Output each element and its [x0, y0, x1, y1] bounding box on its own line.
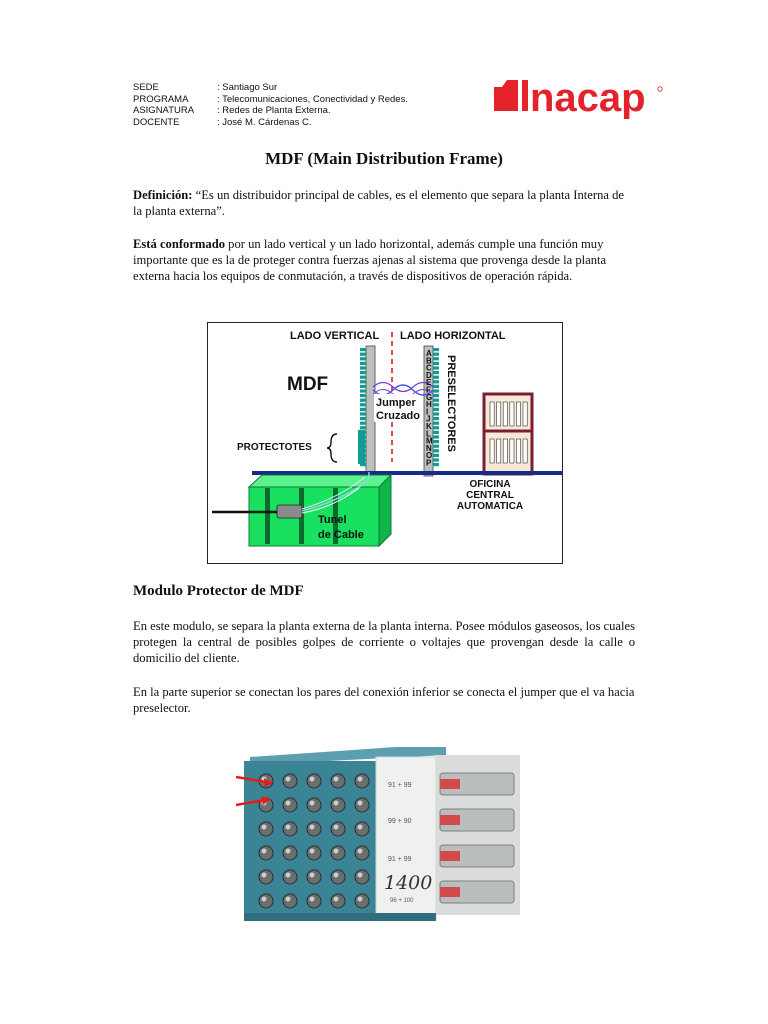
- tube-band: [440, 815, 460, 825]
- header-info: [133, 82, 408, 128]
- terminal-block: [433, 422, 439, 425]
- terminal-block: [433, 454, 439, 457]
- definition-paragraph: [133, 187, 635, 219]
- connector-highlight: [358, 777, 363, 782]
- connector: [355, 894, 369, 908]
- terminal-block: [433, 394, 439, 397]
- terminal-block: [360, 389, 366, 392]
- letter-glyph: G: [426, 392, 433, 402]
- logo-text: nacap: [530, 76, 646, 119]
- terminal-block: [433, 348, 439, 351]
- card-number: 1400: [384, 872, 433, 894]
- terminal-block: [433, 426, 439, 429]
- terminal-block: [360, 380, 366, 383]
- connector: [355, 798, 369, 812]
- connector-highlight: [310, 777, 315, 782]
- connector-highlight: [310, 849, 315, 854]
- terminal-block: [433, 408, 439, 411]
- terminal-block: [360, 348, 366, 351]
- definition-label: Definición:: [133, 188, 193, 202]
- tunnel-side: [379, 475, 391, 546]
- header-key: DOCENTE: [133, 116, 180, 128]
- terminal-block: [360, 422, 366, 425]
- header-value: : José M. Cárdenas C.: [217, 116, 312, 128]
- rack-card: [490, 439, 494, 463]
- terminal-block: [433, 435, 439, 438]
- rack-card: [497, 439, 501, 463]
- letter-glyph: F: [426, 385, 431, 395]
- rack-card: [523, 439, 527, 463]
- central-office-rack: [484, 394, 532, 474]
- connector: [307, 894, 321, 908]
- connector: [331, 774, 345, 788]
- connector-highlight: [358, 825, 363, 830]
- connector: [307, 870, 321, 884]
- connector-highlight: [358, 849, 363, 854]
- connector: [331, 822, 345, 836]
- header-row: [133, 105, 408, 117]
- connector-highlight: [310, 897, 315, 902]
- oficina-label: CENTRAL: [466, 490, 514, 501]
- jumper-label: Jumper: [376, 397, 416, 409]
- connector-highlight: [286, 777, 291, 782]
- terminal-block: [433, 380, 439, 383]
- connector-highlight: [334, 801, 339, 806]
- header-row: [133, 117, 408, 129]
- terminal-block: [433, 353, 439, 356]
- tunel-label: Tunel: [318, 514, 347, 526]
- tube-band: [440, 779, 460, 789]
- connector: [307, 846, 321, 860]
- vertical-side-bar: [366, 346, 375, 476]
- connector: [355, 870, 369, 884]
- connector-highlight: [262, 849, 267, 854]
- card-label: 96 + 100: [390, 898, 414, 904]
- rack-card: [490, 402, 494, 426]
- header-value: : Santiago Sur: [217, 82, 278, 93]
- connector: [331, 846, 345, 860]
- conformado-text: por un lado vertical y un lado horizontal, además cumple una función muy importante que es la de proteger contra fuerzas ajenas al sistema que provenga desde la planta externa hacia los equipos de conmutación, a través de dispositivos de operación rápida.: [133, 237, 607, 284]
- terminal-block: [433, 440, 439, 443]
- terminal-block: [360, 417, 366, 420]
- terminal-block: [433, 458, 439, 461]
- terminal-block: [433, 357, 439, 360]
- connector: [283, 894, 297, 908]
- definition-text: “Es un distribuidor principal de cables, es el elemento que separa la planta Interna de la planta externa”.: [133, 188, 624, 219]
- conexion-paragraph: En la parte superior se conectan los pares del conexión inferior se conecta el jumper que el va hacia preselector.: [133, 685, 635, 716]
- rack-card: [510, 439, 514, 463]
- terminal-block: [433, 449, 439, 452]
- tube-band: [440, 887, 460, 897]
- connector: [355, 846, 369, 860]
- letter-glyph: O: [426, 451, 433, 461]
- protector-module-photo: [236, 745, 522, 923]
- conformado-label: Está conformado: [133, 237, 225, 251]
- connector-highlight: [262, 825, 267, 830]
- letter-glyph: C: [426, 363, 432, 373]
- connector: [259, 822, 273, 836]
- connector-highlight: [310, 873, 315, 878]
- module-base: [244, 913, 436, 921]
- page-title: MDF (Main Distribution Frame): [265, 149, 503, 168]
- terminal-block: [433, 389, 439, 392]
- connector-highlight: [310, 825, 315, 830]
- letter-glyph: N: [426, 443, 432, 453]
- terminal-block: [433, 366, 439, 369]
- letter-glyph: J: [426, 414, 431, 424]
- header-row: [133, 94, 408, 106]
- connector-highlight: [286, 897, 291, 902]
- terminal-block: [433, 385, 439, 388]
- modulo-paragraph: En este modulo, se separa la planta externa de la planta interna. Posee módulos gaseosos, los cuales protegen la central de posibles golpes de corriente o voltajes que provengan desde la calle o domicilio del cliente.: [133, 619, 635, 666]
- letter-glyph: D: [426, 370, 432, 380]
- letter-glyph: H: [426, 400, 432, 410]
- letter-glyph: P: [426, 458, 432, 468]
- letter-glyph: M: [426, 436, 433, 446]
- rack-card: [497, 402, 501, 426]
- lado-horizontal-label: LADO HORIZONTAL: [400, 330, 506, 342]
- connector: [331, 798, 345, 812]
- terminal-block: [433, 371, 439, 374]
- connector: [259, 894, 273, 908]
- terminal-block: [433, 403, 439, 406]
- logo-bar: [522, 80, 528, 111]
- terminal-block: [360, 426, 366, 429]
- terminal-block: [433, 431, 439, 434]
- oficina-label: OFICINA: [469, 479, 511, 490]
- terminal-block: [360, 357, 366, 360]
- connector-highlight: [334, 777, 339, 782]
- card-label: 99 + 90: [388, 818, 412, 825]
- floor-line: [252, 471, 563, 475]
- connector-highlight: [286, 849, 291, 854]
- terminal-block: [433, 412, 439, 415]
- connector-highlight: [334, 897, 339, 902]
- rack-card: [503, 439, 507, 463]
- connector-highlight: [358, 873, 363, 878]
- terminal-block: [433, 445, 439, 448]
- terminal-block: [360, 376, 366, 379]
- letter-glyph: A: [426, 349, 432, 358]
- oficina-label: AUTOMATICA: [456, 501, 524, 512]
- rack-card: [510, 402, 514, 426]
- card-label: 91 + 99: [388, 856, 412, 863]
- terminal-block: [433, 399, 439, 402]
- connector-highlight: [334, 849, 339, 854]
- header-row: [133, 82, 408, 94]
- protectores-label: PROTECTOTES: [237, 442, 312, 453]
- header-key: PROGRAMA: [133, 93, 189, 105]
- connector-highlight: [358, 897, 363, 902]
- card-label: 91 + 99: [388, 782, 412, 789]
- letter-glyph: L: [426, 429, 431, 439]
- header-value: : Redes de Planta Externa.: [217, 105, 331, 116]
- rack-card: [516, 439, 520, 463]
- mdf-label: MDF: [287, 374, 329, 395]
- connector: [283, 846, 297, 860]
- terminal-block: [433, 362, 439, 365]
- mdf-diagram: [207, 312, 563, 564]
- header-key: ASIGNATURA: [133, 105, 195, 116]
- terminal-block: [360, 403, 366, 406]
- tunnel-top: [249, 475, 391, 487]
- terminal-block: [360, 371, 366, 374]
- jumper-label: Cruzado: [376, 410, 420, 422]
- letter-glyph: K: [426, 422, 432, 431]
- inacap-logo: [494, 71, 664, 119]
- rack-card: [503, 402, 507, 426]
- cable-splice: [277, 505, 302, 518]
- letter-glyph: I: [426, 407, 429, 417]
- connector: [259, 846, 273, 860]
- connector-highlight: [262, 873, 267, 878]
- terminal-block: [360, 412, 366, 415]
- connector: [283, 870, 297, 884]
- tunnel-post: [265, 488, 270, 544]
- terminal-block: [360, 353, 366, 356]
- connector-highlight: [310, 801, 315, 806]
- registered-icon: [658, 87, 662, 91]
- terminal-block: [360, 408, 366, 411]
- preselectores-label: PRESELECTORES: [445, 355, 457, 452]
- terminal-block: [360, 366, 366, 369]
- connector: [355, 822, 369, 836]
- letter-glyph: E: [426, 378, 432, 388]
- cutoff-text-mask: [337, 312, 407, 318]
- connector: [307, 822, 321, 836]
- tube-band: [440, 851, 460, 861]
- connector: [307, 774, 321, 788]
- terminal-block: [360, 385, 366, 388]
- header-key: SEDE: [133, 82, 159, 93]
- connector: [283, 774, 297, 788]
- terminal-block: [433, 417, 439, 420]
- lado-vertical-label: LADO VERTICAL: [290, 330, 380, 342]
- tunel-label: de Cable: [318, 529, 364, 541]
- protector-block: [358, 430, 365, 464]
- section-title: Modulo Protector de MDF: [133, 583, 304, 599]
- conformado-paragraph: [133, 236, 635, 285]
- connector-highlight: [334, 873, 339, 878]
- terminal-block: [433, 376, 439, 379]
- connector: [283, 798, 297, 812]
- terminal-block: [360, 399, 366, 402]
- connector-highlight: [286, 825, 291, 830]
- terminal-block: [360, 394, 366, 397]
- header-value: : Telecomunicaciones, Conectividad y Redes.: [217, 93, 408, 105]
- terminal-block: [360, 362, 366, 365]
- terminal-block: [433, 463, 439, 466]
- connector-highlight: [286, 873, 291, 878]
- letter-glyph: B: [426, 356, 432, 366]
- connector-highlight: [358, 801, 363, 806]
- connector: [259, 870, 273, 884]
- connector: [355, 774, 369, 788]
- connector-highlight: [286, 801, 291, 806]
- connector-highlight: [262, 897, 267, 902]
- connector: [331, 870, 345, 884]
- rack-card: [516, 402, 520, 426]
- connector-highlight: [334, 825, 339, 830]
- connector: [307, 798, 321, 812]
- connector: [283, 822, 297, 836]
- connector: [331, 894, 345, 908]
- rack-card: [523, 402, 527, 426]
